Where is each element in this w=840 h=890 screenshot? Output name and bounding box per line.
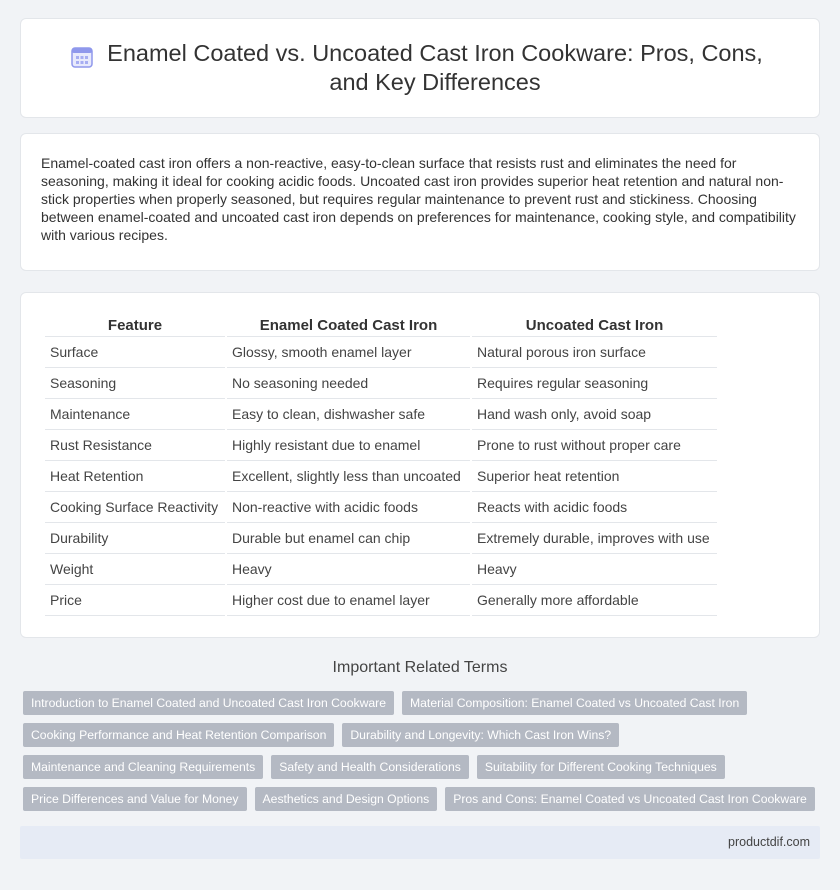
table-cell: Glossy, smooth enamel layer	[227, 337, 470, 368]
footer	[20, 826, 820, 859]
table-cell: Natural porous iron surface	[472, 337, 717, 368]
intro-text: Enamel-coated cast iron offers a non-reactive, easy-to-clean surface that resists rust and eliminates the need for seasoning, making it ideal for cooking acidic foods. Uncoated cast iron provides superior heat retention and natural non-stick properties when properly seasoned, but requires regular maintenance to prevent rust and stickiness. Choosing between enamel-coated and uncoated cast iron depends on preferences for maintenance, cooking style, and compatibility with various recipes.	[41, 155, 796, 243]
related-terms-title: Important Related Terms	[332, 659, 508, 676]
table-cell: Superior heat retention	[472, 461, 717, 492]
table-cell: Heavy	[227, 554, 470, 585]
related-term-tag[interactable]: Pros and Cons: Enamel Coated vs Uncoated Cast Iron Cookware	[445, 787, 815, 811]
related-term-tag[interactable]: Price Differences and Value for Money	[23, 787, 247, 811]
related-term-tag[interactable]: Maintenance and Cleaning Requirements	[23, 755, 263, 779]
table-cell: Excellent, slightly less than uncoated	[227, 461, 470, 492]
table-cell: Seasoning	[45, 368, 225, 399]
table-row	[45, 430, 717, 461]
related-term-tag[interactable]: Material Composition: Enamel Coated vs Uncoated Cast Iron	[402, 691, 747, 715]
related-term-tag[interactable]: Suitability for Different Cooking Techniques	[477, 755, 725, 779]
comparison-table	[43, 313, 719, 616]
column-header: Enamel Coated Cast Iron	[227, 313, 470, 337]
table-cell: No seasoning needed	[227, 368, 470, 399]
table-cell: Price	[45, 585, 225, 616]
column-header: Uncoated Cast Iron	[472, 313, 717, 337]
table-cell: Rust Resistance	[45, 430, 225, 461]
table-cell: Extremely durable, improves with use	[472, 523, 717, 554]
table-row	[45, 523, 717, 554]
related-term-tag[interactable]: Aesthetics and Design Options	[255, 787, 438, 811]
related-term-tag[interactable]: Safety and Health Considerations	[271, 755, 469, 779]
table-cell: Weight	[45, 554, 225, 585]
table-cell: Heavy	[472, 554, 717, 585]
footer-site[interactable]: productdif.com	[728, 835, 810, 849]
table-cell: Generally more affordable	[472, 585, 717, 616]
related-term-tag[interactable]: Durability and Longevity: Which Cast Iron Wins?	[342, 723, 619, 747]
table-cell: Surface	[45, 337, 225, 368]
table-row	[45, 554, 717, 585]
page-title: Enamel Coated vs. Uncoated Cast Iron Cookware: Pros, Cons, and Key Differences	[107, 40, 763, 95]
table-cell: Hand wash only, avoid soap	[472, 399, 717, 430]
header-card	[20, 18, 820, 118]
table-cell: Durability	[45, 523, 225, 554]
intro-card	[20, 133, 820, 271]
table-body	[45, 337, 717, 616]
table-row	[45, 399, 717, 430]
table-row	[45, 585, 717, 616]
table-cell: Heat Retention	[45, 461, 225, 492]
table-cell: Requires regular seasoning	[472, 368, 717, 399]
table-row	[45, 461, 717, 492]
calendar-icon	[69, 44, 95, 75]
table-row	[45, 337, 717, 368]
table-cell: Non-reactive with acidic foods	[227, 492, 470, 523]
table-cell: Prone to rust without proper care	[472, 430, 717, 461]
table-row	[45, 492, 717, 523]
table-cell: Higher cost due to enamel layer	[227, 585, 470, 616]
related-term-tag[interactable]: Introduction to Enamel Coated and Uncoated Cast Iron Cookware	[23, 691, 394, 715]
table-cell: Highly resistant due to enamel	[227, 430, 470, 461]
related-terms-list	[23, 691, 823, 811]
table-cell: Cooking Surface Reactivity	[45, 492, 225, 523]
related-term-tag[interactable]: Cooking Performance and Heat Retention Comparison	[23, 723, 334, 747]
table-cell: Durable but enamel can chip	[227, 523, 470, 554]
column-header: Feature	[45, 313, 225, 337]
table-cell: Reacts with acidic foods	[472, 492, 717, 523]
table-row	[45, 368, 717, 399]
comparison-card	[20, 292, 820, 638]
table-header-row	[45, 313, 717, 337]
table-cell: Maintenance	[45, 399, 225, 430]
table-cell: Easy to clean, dishwasher safe	[227, 399, 470, 430]
